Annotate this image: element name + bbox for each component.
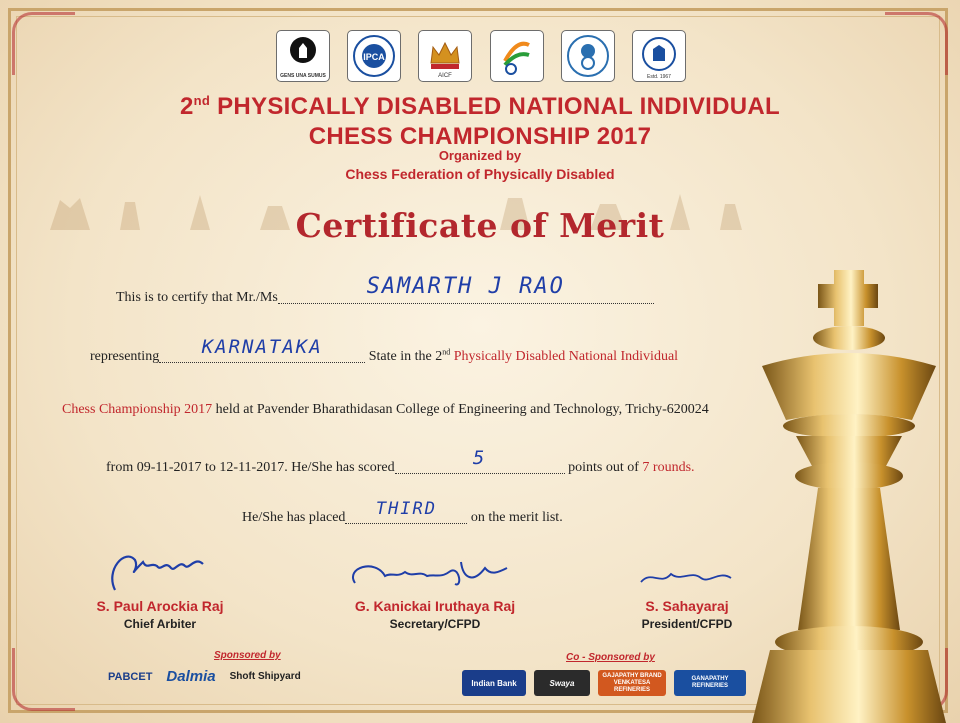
fide-logo: GENS UNA SUMUS	[276, 30, 330, 82]
co-sponsored-by-label: Co - Sponsored by	[566, 652, 655, 663]
sponsor-dalmia: Dalmia	[166, 668, 216, 685]
logo-row	[276, 30, 686, 82]
sponsor-pabcet: PABCET	[108, 670, 153, 683]
sports-logo	[490, 30, 544, 82]
score-field	[395, 447, 565, 474]
co-sponsor-indian-bank: Indian Bank	[462, 670, 526, 696]
svg-text:Estd. 1967: Estd. 1967	[646, 74, 671, 80]
svg-text:AICF: AICF	[438, 73, 453, 79]
organizer-name: Chess Federation of Physically Disabled	[345, 166, 615, 182]
corner-ornament	[885, 12, 948, 75]
emblem-logo	[632, 30, 686, 82]
signatory-chief-arbiter: S. Paul Arockia Raj Chief Arbiter	[60, 540, 260, 631]
representing-line: representing KARNATAKA State in the 2nd Physically Disabled National Individual	[90, 336, 679, 364]
sponsored-by-label: Sponsored by	[214, 650, 281, 661]
chess-king-illustration	[752, 270, 952, 723]
disability-federation-logo	[561, 30, 615, 82]
state-value: KARNATAKA	[201, 336, 323, 358]
sponsor-shoft: Shoft Shipyard	[229, 671, 301, 682]
ipca-logo	[347, 30, 401, 82]
co-sponsor-gajapathy: GAJAPATHY BRAND VENKATESA REFINERIES	[598, 670, 666, 696]
signature-mark	[627, 556, 747, 598]
venue-line: Chess Championship 2017 held at Pavender Bharathidasan College of Engineering and Technology, Trichy-620024	[62, 402, 709, 417]
co-sponsor-logos	[462, 670, 754, 696]
co-sponsor-swaya: Swaya	[534, 670, 590, 696]
signatory-secretary: G. Kanickai Iruthaya Raj Secretary/CFPD	[320, 548, 550, 631]
signature-mark	[95, 540, 225, 598]
certify-line: This is to certify that Mr./Ms SAMARTH J RAO	[116, 285, 654, 306]
corner-ornament	[12, 12, 75, 75]
score-value: 5	[472, 447, 487, 469]
corner-ornament	[12, 648, 75, 711]
organized-by-label: Organized by	[438, 148, 522, 163]
certificate-heading: Certificate of Merit	[295, 206, 665, 245]
placement-line: He/She has placed THIRD on the merit list.	[242, 499, 563, 525]
state-field	[159, 336, 365, 363]
signature-mark	[335, 548, 535, 598]
place-value: THIRD	[375, 499, 438, 519]
recipient-name: SAMARTH J RAO	[366, 274, 565, 299]
crown-logo	[418, 30, 472, 82]
championship-title: 2nd PHYSICALLY DISABLED NATIONAL INDIVIDUAL CHESS CHAMPIONSHIP 2017	[180, 93, 780, 150]
svg-text:IPCA: IPCA	[363, 52, 385, 62]
co-sponsor-ganapathy: GANAPATHY REFINERIES	[674, 670, 746, 696]
place-field	[345, 499, 467, 524]
score-line: from 09-11-2017 to 12-11-2017. He/She has scored 5 points out of 7 rounds.	[106, 447, 695, 475]
signatory-president: S. Sahayaraj President/CFPD	[612, 556, 762, 631]
sponsor-logos	[108, 668, 315, 685]
